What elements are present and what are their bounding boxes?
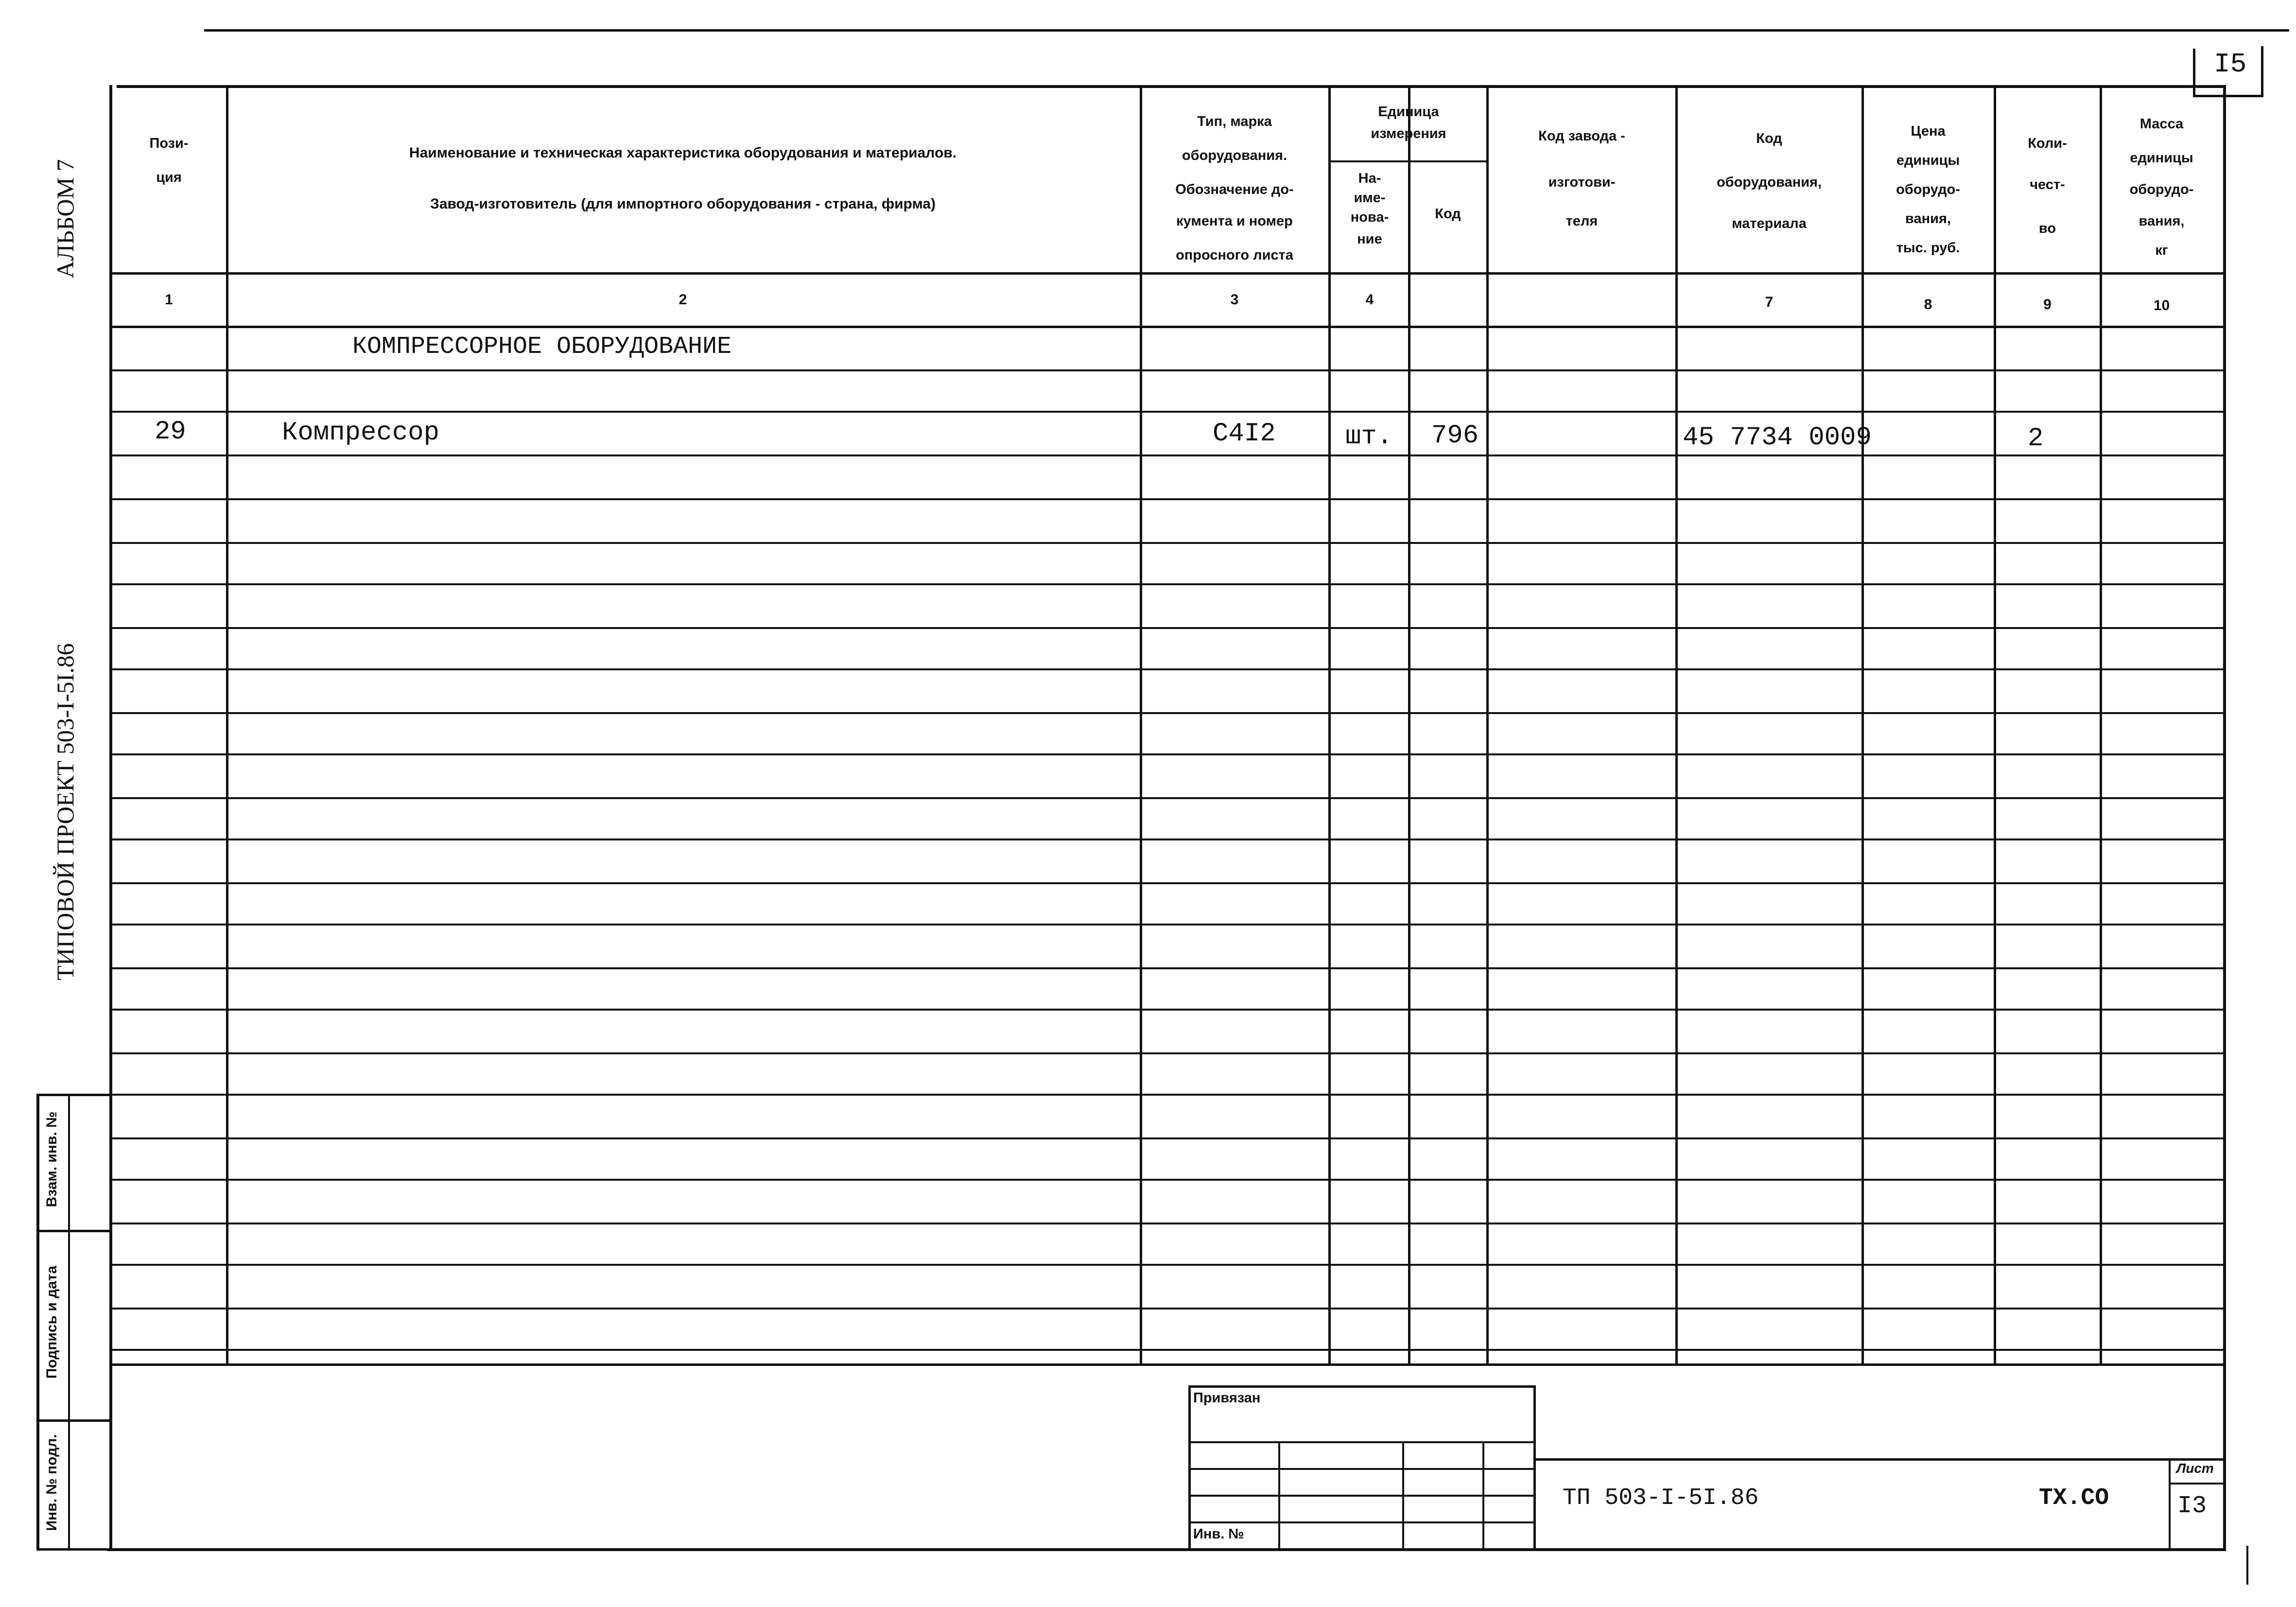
grid-line bbox=[112, 369, 2224, 371]
col-number-3: 3 bbox=[1230, 292, 1239, 308]
grid-line bbox=[112, 924, 2224, 926]
grid-line bbox=[112, 753, 2224, 755]
grid-line bbox=[112, 1179, 2224, 1181]
row-equip-code: 45 7734 0009 bbox=[1683, 423, 1872, 453]
corner-box-left bbox=[2193, 49, 2195, 97]
strip-mid bbox=[68, 1094, 70, 1551]
grid-line bbox=[2100, 87, 2102, 1366]
grid-line bbox=[226, 87, 228, 1366]
col-number-7: 7 bbox=[1765, 294, 1774, 310]
frame-bottom bbox=[107, 1548, 2226, 1551]
inv-podl-label: Инв. № подл. bbox=[44, 1434, 60, 1531]
privyazan-label: Привязан bbox=[1193, 1390, 1261, 1406]
col-number-8: 8 bbox=[1924, 297, 1932, 313]
strip-bottom bbox=[36, 1548, 112, 1551]
grid-line bbox=[112, 797, 2224, 799]
grid-line bbox=[1328, 87, 1331, 1366]
grid-line bbox=[112, 542, 2224, 544]
section-title: КОМПРЕССОРНОЕ ОБОРУДОВАНИЕ bbox=[352, 333, 732, 361]
doc-code: ТП 503-I-5I.86 bbox=[1563, 1485, 1759, 1511]
grid-line bbox=[112, 627, 2224, 629]
inv-no-label: Инв. № bbox=[1193, 1526, 1244, 1542]
col-number-10: 10 bbox=[2153, 297, 2170, 314]
vzam-inv-label: Взам. инв. № bbox=[44, 1111, 60, 1207]
grid-line bbox=[112, 1052, 2224, 1054]
grid-line bbox=[112, 326, 2224, 328]
grid-line bbox=[112, 838, 2224, 840]
grid-line bbox=[1994, 87, 1996, 1366]
grid-line bbox=[112, 583, 2224, 585]
header-unit-code: Код bbox=[1435, 206, 1461, 222]
album-label: АЛЬБОМ 7 bbox=[52, 159, 79, 279]
grid-line bbox=[112, 1308, 2224, 1310]
strip-left bbox=[36, 1094, 39, 1551]
row-name: Компрессор bbox=[282, 418, 440, 448]
sheet-number: I3 bbox=[2177, 1492, 2207, 1520]
col-number-2: 2 bbox=[678, 292, 687, 308]
grid-line bbox=[112, 272, 2224, 275]
project-label: ТИПОВОЙ ПРОЕКТ 503-I-5I.86 bbox=[52, 643, 79, 980]
grid-line bbox=[1140, 87, 1142, 1366]
grid-line bbox=[112, 498, 2224, 500]
frame-right bbox=[2223, 85, 2226, 1551]
grid-line bbox=[1486, 87, 1489, 1366]
grid-line bbox=[1328, 160, 1488, 162]
col-number-4: 4 bbox=[1365, 292, 1374, 308]
grid-line bbox=[112, 1009, 2224, 1011]
margin-mark bbox=[2246, 1546, 2248, 1585]
grid-line bbox=[1675, 87, 1678, 1366]
row-unit-code: 796 bbox=[1431, 421, 1479, 451]
grid-line bbox=[1408, 87, 1410, 1366]
grid-line bbox=[112, 668, 2224, 670]
grid-line bbox=[112, 1094, 2224, 1096]
grid-line bbox=[112, 1223, 2224, 1224]
corner-box-bottom bbox=[2193, 95, 2263, 97]
row-type: С4I2 bbox=[1213, 419, 1276, 449]
grid-line bbox=[1861, 87, 1864, 1366]
grid-line bbox=[112, 1137, 2224, 1139]
grid-line bbox=[112, 882, 2224, 884]
frame-top bbox=[117, 85, 2226, 88]
corner-sheet-number: I5 bbox=[2214, 49, 2247, 80]
grid-line bbox=[112, 454, 2224, 456]
col-number-1: 1 bbox=[165, 292, 173, 308]
sheet-label: Лист bbox=[2176, 1461, 2214, 1476]
grid-line bbox=[112, 967, 2224, 969]
col-number-9: 9 bbox=[2043, 297, 2052, 313]
grid-line bbox=[112, 1363, 2224, 1366]
corner-box-right bbox=[2261, 46, 2263, 97]
grid-line bbox=[112, 1264, 2224, 1266]
grid-line bbox=[112, 1349, 2224, 1351]
row-pos: 29 bbox=[155, 417, 186, 447]
row-unit-name: шт. bbox=[1345, 422, 1393, 452]
grid-line bbox=[112, 411, 2224, 413]
top-scan-line bbox=[204, 29, 2289, 32]
grid-line bbox=[112, 712, 2224, 714]
section-code: ТХ.СО bbox=[2039, 1485, 2109, 1511]
podpis-data-label: Подпись и дата bbox=[44, 1265, 60, 1379]
row-qty: 2 bbox=[2028, 424, 2044, 454]
